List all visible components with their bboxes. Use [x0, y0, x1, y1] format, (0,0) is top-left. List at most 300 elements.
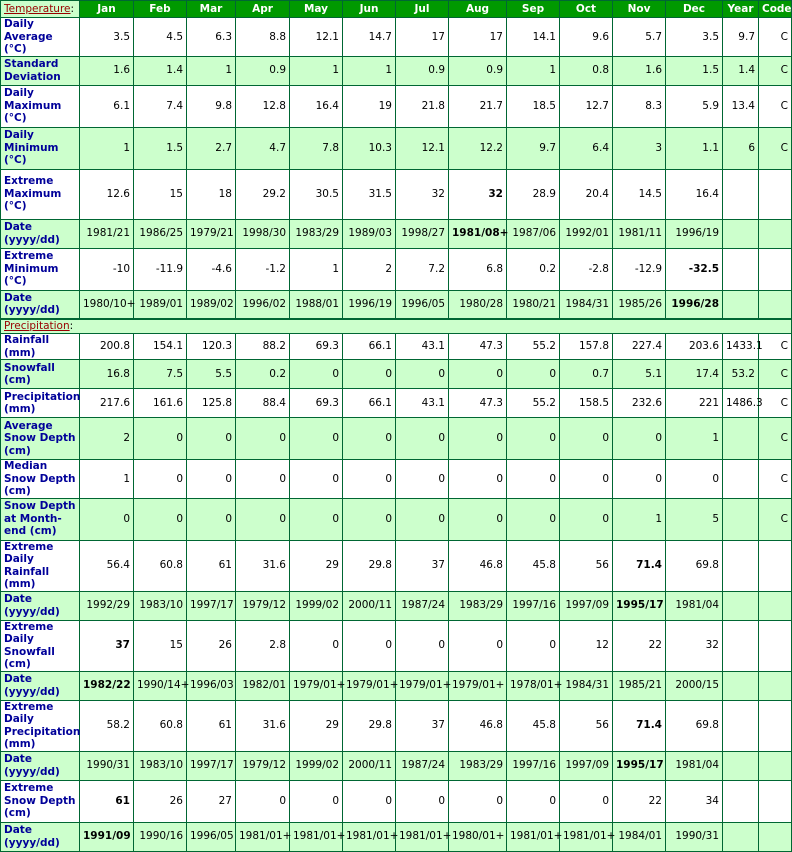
data-cell: 0: [449, 780, 507, 822]
data-cell: 1989/02: [187, 290, 236, 319]
data-cell: 0: [396, 360, 449, 389]
data-cell: 56: [560, 700, 613, 751]
data-cell: 217.6: [80, 389, 134, 418]
data-cell: 1: [290, 248, 343, 290]
table-row: [1, 671, 792, 700]
data-cell: 0.9: [449, 56, 507, 85]
data-cell: 16.4: [666, 169, 723, 219]
data-cell: 0: [290, 780, 343, 822]
data-cell: 1983/29: [449, 751, 507, 780]
row-label: Date (yyyy/dd): [1, 219, 80, 248]
data-cell: 0: [134, 460, 187, 499]
data-cell: 17: [449, 18, 507, 57]
row-label: Daily Minimum (°C): [1, 127, 80, 169]
year-cell: [723, 620, 759, 671]
table-row: [1, 248, 792, 290]
data-cell: 69.3: [290, 389, 343, 418]
data-cell: 0: [290, 418, 343, 460]
row-label: Extreme Minimum (°C): [1, 248, 80, 290]
year-cell: 13.4: [723, 85, 759, 127]
data-cell: 2: [343, 248, 396, 290]
month-header: Sep: [507, 1, 560, 18]
data-cell: 12.1: [396, 127, 449, 169]
data-cell: -11.9: [134, 248, 187, 290]
row-label: Standard Deviation: [1, 56, 80, 85]
data-cell: 1987/24: [396, 591, 449, 620]
data-cell: 0: [449, 360, 507, 389]
data-cell: 1992/29: [80, 591, 134, 620]
data-cell: 9.6: [560, 18, 613, 57]
data-cell: 0.9: [396, 56, 449, 85]
code-cell: [759, 169, 792, 219]
data-cell: 1995/17: [613, 751, 666, 780]
table-row: [1, 418, 792, 460]
data-cell: 1979/12: [236, 751, 290, 780]
data-cell: 1981/21: [80, 219, 134, 248]
data-cell: 1: [613, 498, 666, 540]
data-cell: 31.6: [236, 700, 290, 751]
data-cell: 66.1: [343, 334, 396, 360]
table-row: [1, 56, 792, 85]
data-cell: 1995/17: [613, 591, 666, 620]
data-cell: 32: [396, 169, 449, 219]
data-cell: 7.4: [134, 85, 187, 127]
table-row: [1, 822, 792, 851]
data-cell: 1: [290, 56, 343, 85]
data-cell: 0: [290, 460, 343, 499]
year-cell: [723, 671, 759, 700]
data-cell: 29.8: [343, 700, 396, 751]
data-cell: 0: [560, 460, 613, 499]
data-cell: 16.4: [290, 85, 343, 127]
data-cell: 1981/04: [666, 751, 723, 780]
data-cell: 19: [343, 85, 396, 127]
data-cell: 6.4: [560, 127, 613, 169]
data-cell: 1.6: [80, 56, 134, 85]
data-cell: 0: [343, 460, 396, 499]
data-cell: -32.5: [666, 248, 723, 290]
data-cell: 120.3: [187, 334, 236, 360]
data-cell: 0: [396, 780, 449, 822]
month-header: Apr: [236, 1, 290, 18]
data-cell: 2000/15: [666, 671, 723, 700]
data-cell: 9.8: [187, 85, 236, 127]
code-cell: [759, 620, 792, 671]
data-cell: 12: [560, 620, 613, 671]
code-cell: C: [759, 389, 792, 418]
table-row: [1, 290, 792, 319]
data-cell: -2.8: [560, 248, 613, 290]
data-cell: 1.4: [134, 56, 187, 85]
table-row: [1, 460, 792, 499]
data-cell: 69.3: [290, 334, 343, 360]
data-cell: 56: [560, 540, 613, 591]
data-cell: 6.1: [80, 85, 134, 127]
data-cell: 0: [507, 620, 560, 671]
data-cell: -12.9: [613, 248, 666, 290]
data-cell: -1.2: [236, 248, 290, 290]
data-cell: 26: [187, 620, 236, 671]
data-cell: 0: [187, 498, 236, 540]
row-label: Rainfall (mm): [1, 334, 80, 360]
data-cell: 1979/12: [236, 591, 290, 620]
colon: :: [70, 2, 75, 15]
data-cell: 0: [507, 460, 560, 499]
data-cell: 0: [236, 418, 290, 460]
data-cell: 18.5: [507, 85, 560, 127]
row-label: Snow Depth at Month-end (cm): [1, 498, 80, 540]
data-cell: 16.8: [80, 360, 134, 389]
month-header: Nov: [613, 1, 666, 18]
data-cell: 7.5: [134, 360, 187, 389]
data-cell: 0: [666, 460, 723, 499]
year-cell: [723, 169, 759, 219]
data-cell: 2.7: [187, 127, 236, 169]
data-cell: 22: [613, 780, 666, 822]
table-row: [1, 591, 792, 620]
data-cell: 4.7: [236, 127, 290, 169]
data-cell: 1979/01+: [396, 671, 449, 700]
data-cell: 1980/10+: [80, 290, 134, 319]
data-cell: 1.6: [613, 56, 666, 85]
data-cell: 0: [80, 498, 134, 540]
table-row: [1, 700, 792, 751]
data-cell: 37: [80, 620, 134, 671]
row-label: Average Snow Depth (cm): [1, 418, 80, 460]
data-cell: 29.8: [343, 540, 396, 591]
data-cell: 29: [290, 700, 343, 751]
data-cell: 1983/10: [134, 591, 187, 620]
code-cell: C: [759, 334, 792, 360]
data-cell: 32: [449, 169, 507, 219]
code-cell: [759, 290, 792, 319]
table-row: [1, 751, 792, 780]
data-cell: 0.7: [560, 360, 613, 389]
data-cell: 30.5: [290, 169, 343, 219]
data-cell: 0: [396, 498, 449, 540]
data-cell: 0.8: [560, 56, 613, 85]
data-cell: 2000/11: [343, 751, 396, 780]
data-cell: 125.8: [187, 389, 236, 418]
data-cell: 0: [290, 620, 343, 671]
data-cell: 1981/04: [666, 591, 723, 620]
month-header: Jul: [396, 1, 449, 18]
data-cell: 45.8: [507, 540, 560, 591]
data-cell: 37: [396, 540, 449, 591]
data-cell: 15: [134, 169, 187, 219]
data-cell: 1990/16: [134, 822, 187, 851]
data-cell: 161.6: [134, 389, 187, 418]
data-cell: 0: [236, 498, 290, 540]
data-cell: 1999/02: [290, 751, 343, 780]
month-header: Aug: [449, 1, 507, 18]
data-cell: 0: [560, 780, 613, 822]
data-cell: 1988/01: [290, 290, 343, 319]
code-cell: [759, 780, 792, 822]
data-cell: 0: [187, 418, 236, 460]
year-cell: 1433.1: [723, 334, 759, 360]
row-label: Extreme Snow Depth (cm): [1, 780, 80, 822]
data-cell: 12.1: [290, 18, 343, 57]
code-cell: C: [759, 18, 792, 57]
precipitation-section-cell: [1, 319, 792, 334]
data-cell: 0: [134, 418, 187, 460]
data-cell: 1979/01+: [449, 671, 507, 700]
code-cell: [759, 671, 792, 700]
data-cell: 0: [343, 498, 396, 540]
year-cell: [723, 751, 759, 780]
code-cell: [759, 219, 792, 248]
data-cell: 5: [666, 498, 723, 540]
data-cell: 14.5: [613, 169, 666, 219]
data-cell: 0: [343, 360, 396, 389]
row-label: Extreme Daily Rainfall (mm): [1, 540, 80, 591]
temperature-section-label[interactable]: Temperature: [4, 2, 71, 15]
row-label: Date (yyyy/dd): [1, 822, 80, 851]
data-cell: 3: [613, 127, 666, 169]
code-cell: [759, 751, 792, 780]
year-cell: 9.7: [723, 18, 759, 57]
year-cell: [723, 780, 759, 822]
data-cell: 0: [613, 418, 666, 460]
table-row: [1, 85, 792, 127]
data-cell: 1986/25: [134, 219, 187, 248]
data-cell: 1.1: [666, 127, 723, 169]
data-cell: 1992/01: [560, 219, 613, 248]
data-cell: 14.7: [343, 18, 396, 57]
table-row: [1, 498, 792, 540]
data-cell: 20.4: [560, 169, 613, 219]
data-cell: 27: [187, 780, 236, 822]
data-cell: 31.6: [236, 540, 290, 591]
data-cell: 1981/01+: [236, 822, 290, 851]
data-cell: 0: [396, 418, 449, 460]
data-cell: 0: [507, 780, 560, 822]
data-cell: 0: [507, 498, 560, 540]
data-cell: 0: [236, 780, 290, 822]
year-cell: [723, 290, 759, 319]
data-cell: 1996/02: [236, 290, 290, 319]
data-cell: 1: [666, 418, 723, 460]
year-cell: [723, 248, 759, 290]
data-cell: 88.4: [236, 389, 290, 418]
data-cell: 1981/01+: [507, 822, 560, 851]
data-cell: 0: [343, 620, 396, 671]
data-cell: 15: [134, 620, 187, 671]
data-cell: 1985/26: [613, 290, 666, 319]
data-cell: 1983/29: [290, 219, 343, 248]
data-cell: 55.2: [507, 389, 560, 418]
data-cell: 0: [290, 498, 343, 540]
data-cell: 1980/01+: [449, 822, 507, 851]
data-cell: 32: [666, 620, 723, 671]
row-label: Date (yyyy/dd): [1, 290, 80, 319]
data-cell: -10: [80, 248, 134, 290]
data-cell: 1: [343, 56, 396, 85]
data-cell: 227.4: [613, 334, 666, 360]
data-cell: 1997/09: [560, 591, 613, 620]
year-cell: 1.4: [723, 56, 759, 85]
year-cell: [723, 219, 759, 248]
data-cell: 37: [396, 700, 449, 751]
year-cell: [723, 700, 759, 751]
row-label: Daily Average (°C): [1, 18, 80, 57]
data-cell: 69.8: [666, 540, 723, 591]
data-cell: 0: [449, 620, 507, 671]
data-cell: 221: [666, 389, 723, 418]
code-cell: C: [759, 460, 792, 499]
data-cell: 1989/03: [343, 219, 396, 248]
data-cell: 1990/31: [80, 751, 134, 780]
code-cell: C: [759, 498, 792, 540]
data-cell: 12.2: [449, 127, 507, 169]
data-cell: 1996/19: [343, 290, 396, 319]
data-cell: 43.1: [396, 334, 449, 360]
data-cell: 0: [396, 460, 449, 499]
data-cell: 88.2: [236, 334, 290, 360]
table-row: [1, 389, 792, 418]
row-label: Snowfall (cm): [1, 360, 80, 389]
data-cell: 1996/05: [396, 290, 449, 319]
data-cell: 1996/03: [187, 671, 236, 700]
row-label: Date (yyyy/dd): [1, 751, 80, 780]
data-cell: 1998/30: [236, 219, 290, 248]
data-cell: -4.6: [187, 248, 236, 290]
data-cell: 0: [396, 620, 449, 671]
data-cell: 43.1: [396, 389, 449, 418]
data-cell: 47.3: [449, 334, 507, 360]
precipitation-section-row: [1, 319, 792, 334]
table-row: [1, 334, 792, 360]
data-cell: 0: [449, 498, 507, 540]
data-cell: 71.4: [613, 700, 666, 751]
code-cell: C: [759, 360, 792, 389]
row-label: Daily Maximum (°C): [1, 85, 80, 127]
code-cell: [759, 248, 792, 290]
table-row: [1, 127, 792, 169]
data-cell: 0: [343, 780, 396, 822]
data-cell: 0: [449, 460, 507, 499]
code-cell: [759, 700, 792, 751]
year-cell: 53.2: [723, 360, 759, 389]
data-cell: 0: [134, 498, 187, 540]
data-cell: 1997/17: [187, 751, 236, 780]
data-cell: 46.8: [449, 540, 507, 591]
month-header: Jan: [80, 1, 134, 18]
data-cell: 45.8: [507, 700, 560, 751]
data-cell: 58.2: [80, 700, 134, 751]
data-cell: 1984/31: [560, 671, 613, 700]
data-cell: 0: [613, 460, 666, 499]
data-cell: 69.8: [666, 700, 723, 751]
table-row: [1, 169, 792, 219]
year-cell: [723, 418, 759, 460]
data-cell: 1982/01: [236, 671, 290, 700]
data-cell: 34: [666, 780, 723, 822]
data-cell: 26: [134, 780, 187, 822]
data-cell: 1: [80, 460, 134, 499]
data-cell: 1981/01+: [343, 822, 396, 851]
data-cell: 1997/17: [187, 591, 236, 620]
data-cell: 1983/29: [449, 591, 507, 620]
data-cell: 1: [187, 56, 236, 85]
row-label: Extreme Maximum (°C): [1, 169, 80, 219]
data-cell: 1997/16: [507, 751, 560, 780]
data-cell: 0: [560, 498, 613, 540]
data-cell: 157.8: [560, 334, 613, 360]
table-row: [1, 219, 792, 248]
data-cell: 22: [613, 620, 666, 671]
data-cell: 4.5: [134, 18, 187, 57]
table-row: [1, 360, 792, 389]
year-cell: 6: [723, 127, 759, 169]
data-cell: 1.5: [134, 127, 187, 169]
data-cell: 61: [80, 780, 134, 822]
data-cell: 1998/27: [396, 219, 449, 248]
data-cell: 2.8: [236, 620, 290, 671]
row-label: Median Snow Depth (cm): [1, 460, 80, 499]
data-cell: 0.2: [236, 360, 290, 389]
data-cell: 1987/24: [396, 751, 449, 780]
data-cell: 1997/16: [507, 591, 560, 620]
data-cell: 1979/21: [187, 219, 236, 248]
month-header: May: [290, 1, 343, 18]
data-cell: 56.4: [80, 540, 134, 591]
data-cell: 0: [187, 460, 236, 499]
data-cell: 21.7: [449, 85, 507, 127]
data-cell: 1984/01: [613, 822, 666, 851]
data-cell: 1980/28: [449, 290, 507, 319]
data-cell: 8.8: [236, 18, 290, 57]
data-cell: 5.7: [613, 18, 666, 57]
data-cell: 1983/10: [134, 751, 187, 780]
data-cell: 18: [187, 169, 236, 219]
table-row: [1, 18, 792, 57]
data-cell: 1978/01+: [507, 671, 560, 700]
temperature-rows: [1, 18, 792, 320]
data-cell: 7.8: [290, 127, 343, 169]
data-cell: 1996/05: [187, 822, 236, 851]
precipitation-section-label[interactable]: Precipitation: [4, 320, 70, 333]
code-cell: [759, 540, 792, 591]
data-cell: 1: [80, 127, 134, 169]
data-cell: 1987/06: [507, 219, 560, 248]
data-cell: 0: [236, 460, 290, 499]
data-cell: 203.6: [666, 334, 723, 360]
data-cell: 9.7: [507, 127, 560, 169]
data-cell: 60.8: [134, 700, 187, 751]
data-cell: 1.5: [666, 56, 723, 85]
month-header: Oct: [560, 1, 613, 18]
code-cell: C: [759, 85, 792, 127]
data-cell: 5.9: [666, 85, 723, 127]
data-cell: 0: [507, 360, 560, 389]
year-cell: [723, 591, 759, 620]
data-cell: 47.3: [449, 389, 507, 418]
month-header: Feb: [134, 1, 187, 18]
data-cell: 0: [343, 418, 396, 460]
data-cell: 1985/21: [613, 671, 666, 700]
data-cell: 1989/01: [134, 290, 187, 319]
data-cell: 14.1: [507, 18, 560, 57]
data-cell: 200.8: [80, 334, 134, 360]
data-cell: 1981/01+: [290, 822, 343, 851]
data-cell: 1990/31: [666, 822, 723, 851]
data-cell: 154.1: [134, 334, 187, 360]
year-cell: [723, 498, 759, 540]
data-cell: 8.3: [613, 85, 666, 127]
data-cell: 0.2: [507, 248, 560, 290]
